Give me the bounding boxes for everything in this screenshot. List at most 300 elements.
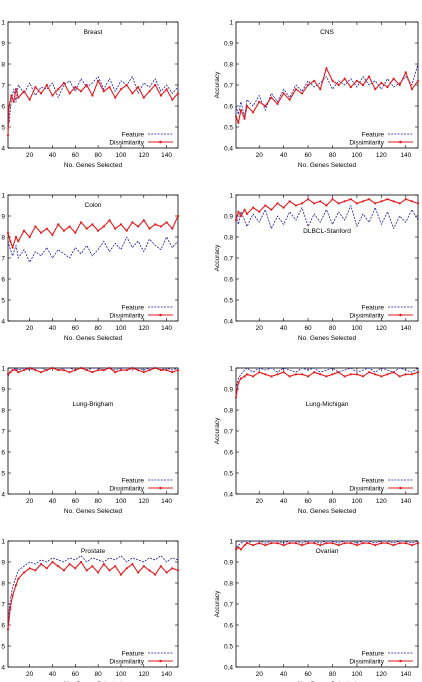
legend-marker — [159, 314, 162, 317]
chart-panel-lung-michigan — [214, 366, 419, 516]
data-point-dissimilarity — [368, 371, 370, 373]
y-tick-label: 5 — [1, 297, 5, 305]
data-point-dissimilarity — [356, 544, 358, 546]
x-tick-label: 40 — [48, 152, 57, 159]
data-point-dissimilarity — [7, 134, 9, 136]
data-point-dissimilarity — [411, 373, 413, 375]
legend-label: Dissimilarity — [349, 485, 384, 493]
legend-label: Dissimilarity — [109, 485, 144, 493]
y-tick-label: 0.4 — [223, 318, 233, 326]
data-point-dissimilarity — [264, 105, 266, 107]
data-point-dissimilarity — [386, 373, 388, 375]
y-tick-label: 0.5 — [223, 297, 233, 305]
data-point-dissimilarity — [126, 567, 128, 569]
data-point-dissimilarity — [171, 371, 173, 373]
y-tick-label: 6 — [1, 103, 5, 111]
data-point-dissimilarity — [399, 542, 401, 544]
data-point-dissimilarity — [338, 544, 340, 546]
data-point-dissimilarity — [319, 88, 321, 90]
data-point-dissimilarity — [51, 561, 53, 563]
data-point-dissimilarity — [137, 369, 139, 371]
data-point-dissimilarity — [405, 71, 407, 73]
chart-panel-lung-brigham — [1, 366, 179, 516]
x-tick-label: 100 — [351, 671, 363, 678]
data-point-dissimilarity — [103, 90, 105, 92]
x-tick-label: 40 — [48, 671, 57, 678]
data-point-dissimilarity — [34, 569, 36, 571]
data-point-dissimilarity — [301, 544, 303, 546]
data-point-dissimilarity — [160, 565, 162, 567]
data-point-dissimilarity — [235, 548, 237, 550]
data-point-dissimilarity — [166, 88, 168, 90]
data-point-dissimilarity — [51, 94, 53, 96]
data-point-dissimilarity — [244, 544, 246, 546]
data-point-dissimilarity — [57, 88, 59, 90]
data-point-dissimilarity — [356, 80, 358, 82]
data-point-dissimilarity — [237, 122, 239, 124]
chart-panel-colon — [1, 193, 179, 343]
data-point-dissimilarity — [57, 223, 59, 225]
data-point-dissimilarity — [160, 94, 162, 96]
series-line-feature — [8, 237, 178, 262]
data-point-dissimilarity — [63, 230, 65, 232]
data-point-dissimilarity — [57, 369, 59, 371]
series-line-feature — [236, 368, 418, 389]
data-point-dissimilarity — [350, 542, 352, 544]
legend-label: Feature — [121, 131, 144, 139]
data-point-dissimilarity — [258, 211, 260, 213]
data-point-dissimilarity — [137, 225, 139, 227]
y-axis-label: Accuracy — [214, 590, 221, 618]
data-point-dissimilarity — [9, 240, 11, 242]
data-point-dissimilarity — [289, 99, 291, 101]
data-point-dissimilarity — [325, 375, 327, 377]
data-point-dissimilarity — [17, 240, 19, 242]
y-tick-label: 0.4 — [223, 491, 233, 499]
data-point-dissimilarity — [411, 200, 413, 202]
data-point-dissimilarity — [240, 377, 242, 379]
chart-panel-breast — [1, 20, 179, 170]
data-point-dissimilarity — [34, 225, 36, 227]
data-point-dissimilarity — [23, 369, 25, 371]
data-point-dissimilarity — [331, 80, 333, 82]
y-tick-label: 8 — [1, 234, 5, 242]
data-point-dissimilarity — [17, 371, 19, 373]
data-point-dissimilarity — [74, 567, 76, 569]
y-axis-label: Accuracy — [214, 417, 221, 445]
data-point-dissimilarity — [80, 90, 82, 92]
data-point-dissimilarity — [46, 84, 48, 86]
data-point-dissimilarity — [7, 628, 9, 630]
y-tick-label: 6 — [1, 276, 5, 284]
y-tick-label: 6 — [1, 622, 5, 630]
data-point-dissimilarity — [97, 571, 99, 573]
x-tick-label: 80 — [328, 325, 337, 332]
data-point-dissimilarity — [417, 202, 419, 204]
series-line-dissimilarity — [236, 68, 418, 123]
data-point-dissimilarity — [237, 211, 239, 213]
y-tick-label: 1 — [229, 365, 233, 373]
data-point-dissimilarity — [319, 200, 321, 202]
data-point-dissimilarity — [313, 371, 315, 373]
y-tick-label: 4 — [1, 145, 5, 153]
data-point-dissimilarity — [380, 82, 382, 84]
data-point-dissimilarity — [171, 99, 173, 101]
data-point-dissimilarity — [276, 202, 278, 204]
x-tick-label: 40 — [280, 152, 288, 159]
data-point-dissimilarity — [40, 371, 42, 373]
data-point-dissimilarity — [399, 375, 401, 377]
data-point-dissimilarity — [374, 544, 376, 546]
data-point-dissimilarity — [103, 369, 105, 371]
chart-title: CNS — [320, 29, 334, 36]
data-point-dissimilarity — [29, 567, 31, 569]
y-tick-label: 0.7 — [223, 255, 233, 263]
data-point-dissimilarity — [325, 542, 327, 544]
data-point-dissimilarity — [69, 563, 71, 565]
x-tick-label: 140 — [400, 325, 412, 332]
x-tick-label: 140 — [161, 325, 173, 332]
data-point-dissimilarity — [270, 97, 272, 99]
data-point-dissimilarity — [7, 232, 9, 234]
data-point-dissimilarity — [137, 86, 139, 88]
data-point-dissimilarity — [154, 367, 156, 369]
plot-frame — [8, 22, 178, 148]
legend-label: Feature — [121, 304, 144, 312]
data-point-dissimilarity — [338, 84, 340, 86]
x-tick-label: 20 — [26, 671, 34, 678]
legend-marker — [399, 314, 402, 317]
data-point-dissimilarity — [344, 200, 346, 202]
chart-title: Lung-Michigan — [305, 400, 349, 408]
data-point-dissimilarity — [148, 569, 150, 571]
data-point-dissimilarity — [12, 595, 14, 597]
data-point-dissimilarity — [338, 371, 340, 373]
data-point-dissimilarity — [264, 373, 266, 375]
y-tick-label: 0.9 — [223, 386, 233, 394]
data-point-dissimilarity — [177, 215, 179, 217]
x-axis-label: No. Genes Selected — [297, 335, 357, 342]
x-tick-label: 100 — [351, 498, 363, 505]
y-tick-label: 0.4 — [223, 145, 233, 153]
data-point-dissimilarity — [368, 542, 370, 544]
data-point-dissimilarity — [63, 369, 65, 371]
data-point-dissimilarity — [13, 101, 15, 103]
y-tick-label: 0.5 — [223, 643, 233, 651]
chart-panel-dlbcl-stanford — [214, 193, 419, 343]
legend-label: Feature — [121, 477, 144, 485]
data-point-dissimilarity — [307, 375, 309, 377]
data-point-dissimilarity — [74, 86, 76, 88]
x-tick-label: 140 — [161, 152, 173, 159]
data-point-dissimilarity — [177, 92, 179, 94]
data-point-dissimilarity — [344, 78, 346, 80]
x-tick-label: 40 — [280, 325, 288, 332]
data-point-dissimilarity — [258, 371, 260, 373]
plot-frame — [236, 541, 418, 667]
data-point-dissimilarity — [10, 94, 12, 96]
chart-title: Breast — [83, 29, 103, 36]
legend-label: Dissimilarity — [109, 658, 144, 666]
data-point-dissimilarity — [283, 207, 285, 209]
y-tick-label: 4 — [1, 491, 5, 499]
data-point-dissimilarity — [69, 371, 71, 373]
data-point-dissimilarity — [131, 221, 133, 223]
x-axis-label: No. Genes Selected — [63, 335, 123, 342]
data-point-dissimilarity — [244, 118, 246, 120]
y-axis-label: Accuracy — [214, 71, 221, 99]
x-tick-label: 60 — [304, 671, 312, 678]
series-line-dissimilarity — [236, 199, 418, 220]
data-point-dissimilarity — [417, 542, 419, 544]
y-tick-label: 0.5 — [223, 470, 233, 478]
data-point-dissimilarity — [362, 200, 364, 202]
data-point-dissimilarity — [307, 198, 309, 200]
data-point-dissimilarity — [295, 373, 297, 375]
data-point-dissimilarity — [97, 230, 99, 232]
data-point-dissimilarity — [114, 565, 116, 567]
data-point-dissimilarity — [235, 115, 237, 117]
data-point-dissimilarity — [97, 80, 99, 82]
data-point-dissimilarity — [417, 371, 419, 373]
x-tick-label: 80 — [94, 671, 102, 678]
x-tick-label: 80 — [328, 152, 337, 159]
x-tick-label: 40 — [48, 498, 57, 505]
y-tick-label: 8 — [1, 407, 5, 415]
x-tick-label: 20 — [255, 325, 263, 332]
data-point-dissimilarity — [344, 542, 346, 544]
data-point-dissimilarity — [137, 571, 139, 573]
y-tick-label: 0.6 — [223, 103, 233, 111]
data-point-dissimilarity — [120, 223, 122, 225]
data-point-dissimilarity — [362, 84, 364, 86]
data-point-dissimilarity — [283, 92, 285, 94]
series-line-dissimilarity — [8, 368, 178, 374]
data-point-dissimilarity — [301, 92, 303, 94]
legend-label: Dissimilarity — [349, 658, 384, 666]
legend-label: Dissimilarity — [349, 312, 384, 320]
y-tick-label: 0.8 — [223, 234, 233, 242]
y-tick-label: 0.9 — [223, 40, 233, 48]
data-point-dissimilarity — [264, 544, 266, 546]
x-tick-label: 80 — [328, 671, 337, 678]
data-point-dissimilarity — [252, 544, 254, 546]
data-point-dissimilarity — [244, 375, 246, 377]
y-tick-label: 0.8 — [223, 580, 233, 588]
data-point-dissimilarity — [91, 94, 93, 96]
y-tick-label: 0.4 — [223, 664, 233, 672]
data-point-dissimilarity — [46, 369, 48, 371]
x-tick-label: 120 — [375, 152, 387, 159]
data-point-dissimilarity — [34, 369, 36, 371]
plot-frame — [8, 195, 178, 321]
data-point-dissimilarity — [126, 84, 128, 86]
data-point-dissimilarity — [131, 563, 133, 565]
x-tick-label: 20 — [26, 152, 34, 159]
data-point-dissimilarity — [63, 569, 65, 571]
x-tick-label: 60 — [304, 325, 312, 332]
data-point-dissimilarity — [270, 209, 272, 211]
data-point-dissimilarity — [368, 198, 370, 200]
data-point-dissimilarity — [399, 84, 401, 86]
data-point-dissimilarity — [393, 200, 395, 202]
y-tick-label: 1 — [229, 19, 233, 27]
data-point-dissimilarity — [270, 542, 272, 544]
data-point-dissimilarity — [386, 198, 388, 200]
y-tick-label: 1 — [229, 192, 233, 200]
x-tick-label: 120 — [138, 325, 150, 332]
data-point-dissimilarity — [23, 90, 25, 92]
y-tick-label: 0.9 — [223, 213, 233, 221]
x-axis-label: No. Genes Selected — [63, 162, 123, 169]
data-point-dissimilarity — [235, 219, 237, 221]
data-point-dissimilarity — [325, 67, 327, 69]
data-point-dissimilarity — [40, 232, 42, 234]
data-point-dissimilarity — [350, 373, 352, 375]
data-point-dissimilarity — [160, 369, 162, 371]
data-point-dissimilarity — [374, 202, 376, 204]
x-tick-label: 100 — [351, 152, 363, 159]
data-point-dissimilarity — [91, 223, 93, 225]
data-point-dissimilarity — [240, 109, 242, 111]
y-tick-label: 7 — [1, 601, 5, 609]
data-point-dissimilarity — [86, 569, 88, 571]
data-point-dissimilarity — [120, 369, 122, 371]
x-tick-label: 60 — [71, 152, 79, 159]
data-point-dissimilarity — [405, 373, 407, 375]
y-tick-label: 0.6 — [223, 622, 233, 630]
y-tick-label: 6 — [1, 449, 5, 457]
data-point-dissimilarity — [240, 215, 242, 217]
data-point-dissimilarity — [34, 86, 36, 88]
data-point-dissimilarity — [319, 373, 321, 375]
data-point-dissimilarity — [295, 542, 297, 544]
data-point-dissimilarity — [23, 571, 25, 573]
data-point-dissimilarity — [40, 563, 42, 565]
chart-title: Ovarian — [315, 548, 339, 555]
data-point-dissimilarity — [331, 542, 333, 544]
data-point-dissimilarity — [166, 369, 168, 371]
data-point-dissimilarity — [258, 101, 260, 103]
y-tick-label: 7 — [1, 255, 5, 263]
plot-frame — [236, 368, 418, 494]
series-line-dissimilarity — [8, 562, 178, 629]
data-point-dissimilarity — [15, 236, 17, 238]
y-tick-label: 1 — [1, 365, 5, 373]
data-point-dissimilarity — [29, 367, 31, 369]
data-point-dissimilarity — [7, 373, 9, 375]
y-tick-label: 0.7 — [223, 428, 233, 436]
data-point-dissimilarity — [17, 578, 19, 580]
data-point-dissimilarity — [80, 367, 82, 369]
data-point-dissimilarity — [374, 88, 376, 90]
y-tick-label: 4 — [1, 664, 5, 672]
legend-marker — [159, 660, 162, 663]
data-point-dissimilarity — [244, 209, 246, 211]
data-point-dissimilarity — [166, 221, 168, 223]
data-point-dissimilarity — [276, 542, 278, 544]
data-point-dissimilarity — [126, 230, 128, 232]
legend-marker — [399, 487, 402, 490]
x-tick-label: 80 — [94, 152, 102, 159]
data-point-dissimilarity — [15, 88, 17, 90]
data-point-dissimilarity — [319, 544, 321, 546]
data-point-dissimilarity — [380, 375, 382, 377]
data-point-dissimilarity — [91, 371, 93, 373]
data-point-dissimilarity — [313, 542, 315, 544]
x-tick-label: 40 — [280, 671, 288, 678]
data-point-dissimilarity — [295, 88, 297, 90]
data-point-dissimilarity — [252, 375, 254, 377]
data-point-dissimilarity — [246, 373, 248, 375]
chart-panel-prostate — [1, 539, 179, 682]
legend-label: Feature — [361, 650, 384, 658]
data-point-dissimilarity — [114, 371, 116, 373]
data-point-dissimilarity — [114, 228, 116, 230]
data-point-dissimilarity — [258, 542, 260, 544]
data-point-dissimilarity — [380, 542, 382, 544]
data-point-dissimilarity — [91, 565, 93, 567]
y-tick-label: 0.8 — [223, 61, 233, 69]
data-point-dissimilarity — [399, 202, 401, 204]
data-point-dissimilarity — [386, 86, 388, 88]
data-point-dissimilarity — [344, 375, 346, 377]
x-axis-label: No. Genes Selected — [297, 162, 357, 169]
x-tick-label: 80 — [94, 325, 102, 332]
data-point-dissimilarity — [8, 105, 10, 107]
data-point-dissimilarity — [264, 204, 266, 206]
x-tick-label: 120 — [375, 498, 387, 505]
data-point-dissimilarity — [143, 219, 145, 221]
data-point-dissimilarity — [405, 542, 407, 544]
data-point-dissimilarity — [362, 542, 364, 544]
data-point-dissimilarity — [350, 198, 352, 200]
data-point-dissimilarity — [307, 542, 309, 544]
data-point-dissimilarity — [417, 80, 419, 82]
plot-frame — [236, 22, 418, 148]
x-tick-label: 120 — [138, 152, 150, 159]
series-line-dissimilarity — [8, 81, 178, 136]
data-point-dissimilarity — [86, 369, 88, 371]
x-tick-label: 140 — [161, 498, 173, 505]
data-point-dissimilarity — [80, 221, 82, 223]
y-tick-label: 0.9 — [223, 559, 233, 567]
data-point-dissimilarity — [289, 200, 291, 202]
data-point-dissimilarity — [23, 230, 25, 232]
data-point-dissimilarity — [148, 228, 150, 230]
data-point-dissimilarity — [12, 369, 14, 371]
data-point-dissimilarity — [69, 92, 71, 94]
data-point-dissimilarity — [15, 584, 17, 586]
data-point-dissimilarity — [46, 228, 48, 230]
data-point-dissimilarity — [240, 548, 242, 550]
x-tick-label: 100 — [115, 152, 127, 159]
chart-panel-ovarian — [214, 539, 419, 682]
data-point-dissimilarity — [108, 86, 110, 88]
data-point-dissimilarity — [12, 246, 14, 248]
data-point-dissimilarity — [171, 567, 173, 569]
x-tick-label: 60 — [71, 325, 79, 332]
data-point-dissimilarity — [177, 369, 179, 371]
y-axis-label: Accuracy — [214, 244, 221, 272]
data-point-dissimilarity — [51, 367, 53, 369]
x-tick-label: 100 — [115, 671, 127, 678]
data-point-dissimilarity — [405, 198, 407, 200]
legend-label: Dissimilarity — [349, 139, 384, 147]
data-point-dissimilarity — [86, 228, 88, 230]
y-tick-label: 7 — [1, 428, 5, 436]
data-point-dissimilarity — [368, 76, 370, 78]
